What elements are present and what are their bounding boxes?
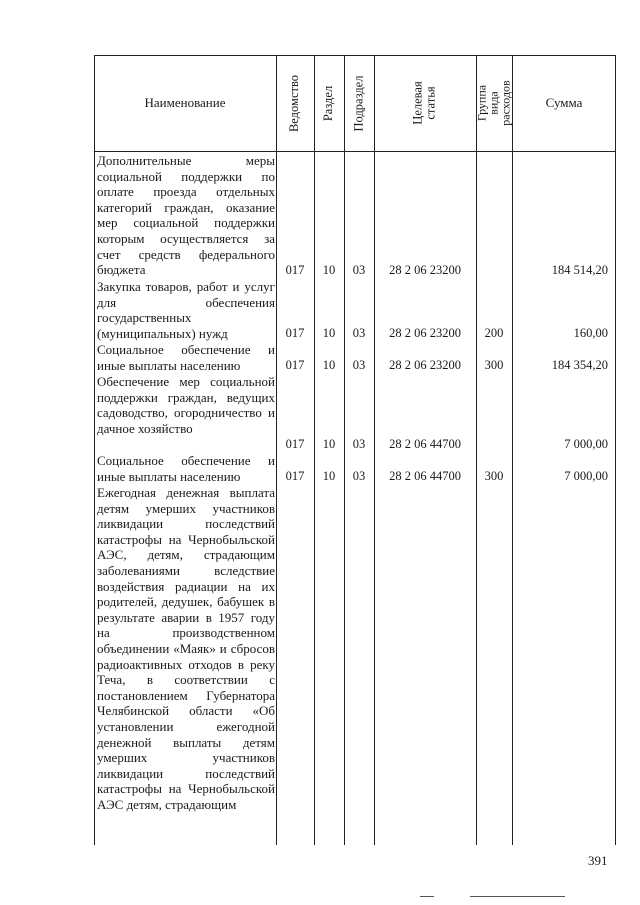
page-number: 391 <box>588 853 608 868</box>
row-tselevaya: 28 2 06 44700 <box>389 469 461 483</box>
row-razdel: 10 <box>322 358 336 372</box>
row-razdel: 10 <box>322 469 336 483</box>
row-razdel: 10 <box>322 437 336 451</box>
footer-rule <box>470 896 565 897</box>
row-tselevaya: 28 2 06 23200 <box>389 326 461 340</box>
row-summa: 7 000,00 <box>564 469 608 483</box>
row-razdel: 10 <box>322 326 336 340</box>
col-border <box>94 55 95 845</box>
row-name: Ежегодная денежная выплата детям умерших участников ликвидации последствий катастрофы на Чернобыльской АЭС, детям, страдающим заболеваниями вследствие воздействия радиации на их родителей, дедушек, бабушек в результате аварии в 1957 году на производственном объединении «Маяк» и сбросов радиоактивных отходов в реку Теча, в соответствии с постановлением Губернатора Челябинской области «Об установлении ежегодной денежной выплаты детям умерших участников ликвидации последствий катастрофы на Чернобыльской АЭС детям, страдающим <box>97 485 275 812</box>
footer-rule <box>420 896 434 897</box>
header-gruppa-vida-raskhodov: Группа вида расходов <box>475 80 513 126</box>
row-gruppa: 300 <box>484 358 504 372</box>
row-summa: 160,00 <box>573 326 608 340</box>
header-summa: Сумма <box>545 95 583 110</box>
header-vedomstvo: Ведомство <box>287 74 302 132</box>
row-podrazdel: 03 <box>352 358 366 372</box>
header-tselevaya-statya: Целевая статья <box>411 81 438 125</box>
col-border <box>615 55 616 845</box>
row-tselevaya: 28 2 06 44700 <box>389 437 461 451</box>
row-summa: 7 000,00 <box>564 437 608 451</box>
row-name: Дополнительные меры социальной поддержки по оплате проезда отдельных категорий граждан, оказание мер социальной поддержки которым осуществляется за счет средств федерального бюджета <box>97 153 275 278</box>
row-ved: 017 <box>285 263 305 277</box>
header-podrazdel: Подраздел <box>351 75 366 131</box>
row-ved: 017 <box>285 358 305 372</box>
row-ved: 017 <box>285 469 305 483</box>
row-summa: 184 354,20 <box>551 358 608 372</box>
row-tselevaya: 28 2 06 23200 <box>389 263 461 277</box>
row-podrazdel: 03 <box>352 469 366 483</box>
row-podrazdel: 03 <box>352 263 366 277</box>
row-ved: 017 <box>285 437 305 451</box>
row-name: Социальное обеспечение и иные выплаты населению <box>97 453 275 484</box>
row-gruppa: 300 <box>484 469 504 483</box>
header-razdel: Раздел <box>321 85 336 121</box>
col-border <box>476 55 477 845</box>
header-bottom-border <box>94 151 616 152</box>
row-gruppa: 200 <box>484 326 504 340</box>
row-razdel: 10 <box>322 263 336 277</box>
row-podrazdel: 03 <box>352 437 366 451</box>
row-tselevaya: 28 2 06 23200 <box>389 358 461 372</box>
row-summa: 184 514,20 <box>551 263 608 277</box>
row-ved: 017 <box>285 326 305 340</box>
row-name: Обеспечение мер социальной поддержки граждан, ведущих садоводство, огородничество и дачное хозяйство <box>97 374 275 436</box>
row-name: Социальное обеспечение и иные выплаты населению <box>97 342 275 373</box>
row-podrazdel: 03 <box>352 326 366 340</box>
row-name: Закупка товаров, работ и услуг для обеспечения государственных (муниципальных) нужд <box>97 279 275 341</box>
header-name: Наименование <box>144 95 226 110</box>
